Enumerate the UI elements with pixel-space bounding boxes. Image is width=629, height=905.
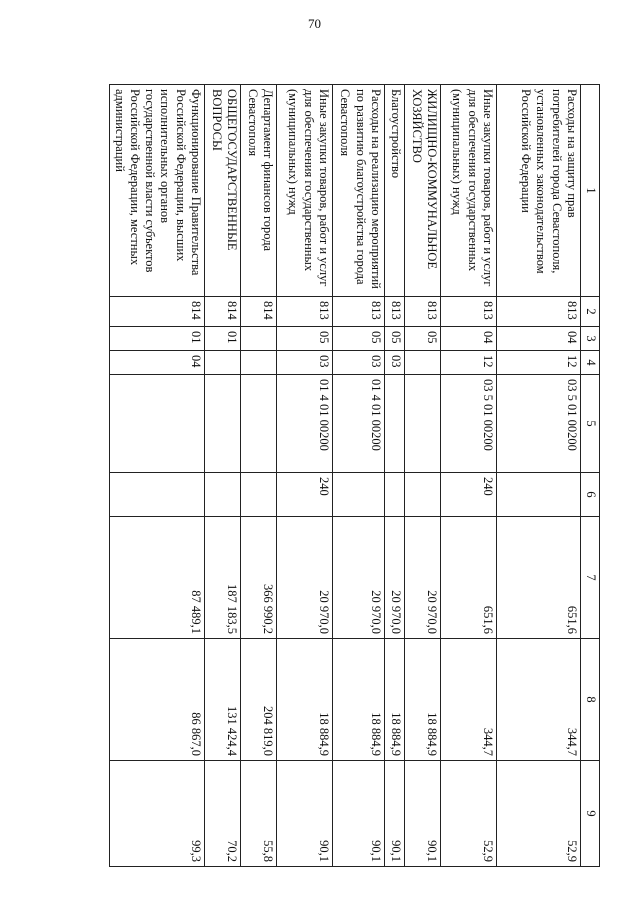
column-number: 7	[581, 517, 600, 639]
cell-c9: 55,8	[241, 761, 277, 867]
cell-c4	[405, 351, 441, 375]
row-name: Благоустройство	[385, 85, 405, 297]
cell-c7: 187 183,5	[205, 517, 241, 639]
cell-c2: 813	[333, 297, 385, 327]
cell-c5: 03 5 01 00200	[441, 375, 497, 473]
row-name: Расходы на реализацию мероприятий по развитию благоустройства города Севастополя	[333, 85, 385, 297]
table-row	[405, 85, 441, 867]
cell-c3: 05	[385, 327, 405, 351]
table-row	[333, 85, 385, 867]
table-row	[205, 85, 241, 867]
table-row	[441, 85, 497, 867]
cell-c5: 01 4 01 00200	[277, 375, 333, 473]
column-number: 9	[581, 761, 600, 867]
row-name: Иные закупки товаров, работ и услуг для обеспечения государственных (муниципальных) нужд	[441, 85, 497, 297]
page-number: 70	[308, 16, 321, 31]
column-number: 8	[581, 639, 600, 761]
cell-c3: 01	[110, 327, 205, 351]
cell-c6	[205, 473, 241, 517]
table-row	[497, 85, 581, 867]
row-name: Иные закупки товаров, работ и услуг для обеспечения государственных (муниципальных) нужд	[277, 85, 333, 297]
cell-c4: 12	[441, 351, 497, 375]
cell-c5: 01 4 01 00200	[333, 375, 385, 473]
cell-c7: 87 489,1	[110, 517, 205, 639]
cell-c9: 99,3	[110, 761, 205, 867]
cell-c2: 814	[110, 297, 205, 327]
row-name: ЖИЛИЩНО-КОММУНАЛЬНОЕ ХОЗЯЙСТВО	[405, 85, 441, 297]
cell-c7: 20 970,0	[385, 517, 405, 639]
cell-c5	[241, 375, 277, 473]
row-name: Функционирование Правительства Российской Федерации, высших исполнительных органов государственной власти субъектов Российской Федерации, местных администраций	[110, 85, 205, 297]
cell-c7: 20 970,0	[277, 517, 333, 639]
table-row	[385, 85, 405, 867]
cell-c9: 52,9	[497, 761, 581, 867]
column-number: 2	[581, 297, 600, 327]
cell-c9: 90,1	[405, 761, 441, 867]
cell-c8: 204 819,0	[241, 639, 277, 761]
cell-c8: 86 867,0	[110, 639, 205, 761]
table-row	[110, 85, 205, 867]
cell-c3: 04	[441, 327, 497, 351]
cell-c4: 12	[497, 351, 581, 375]
cell-c6	[385, 473, 405, 517]
cell-c7: 20 970,0	[405, 517, 441, 639]
cell-c6: 240	[277, 473, 333, 517]
column-number-row	[581, 85, 600, 867]
cell-c3	[241, 327, 277, 351]
column-number: 1	[581, 85, 600, 297]
cell-c4: 03	[385, 351, 405, 375]
cell-c8: 18 884,9	[333, 639, 385, 761]
cell-c2: 813	[277, 297, 333, 327]
cell-c3: 01	[205, 327, 241, 351]
row-name: Департамент финансов города Севастополя	[241, 85, 277, 297]
cell-c3: 04	[497, 327, 581, 351]
cell-c2: 813	[385, 297, 405, 327]
column-number: 6	[581, 473, 600, 517]
column-number: 3	[581, 327, 600, 351]
cell-c6: 240	[441, 473, 497, 517]
cell-c7: 651,6	[497, 517, 581, 639]
budget-table-rotated	[112, 84, 600, 866]
cell-c9: 52,9	[441, 761, 497, 867]
cell-c8: 18 884,9	[277, 639, 333, 761]
cell-c2: 813	[405, 297, 441, 327]
row-name: ОБЩЕГОСУДАРСТВЕННЫЕ ВОПРОСЫ	[205, 85, 241, 297]
cell-c9: 90,1	[277, 761, 333, 867]
cell-c5	[110, 375, 205, 473]
column-number: 4	[581, 351, 600, 375]
cell-c4: 03	[277, 351, 333, 375]
cell-c2: 813	[441, 297, 497, 327]
cell-c5: 03 5 01 00200	[497, 375, 581, 473]
table-row	[241, 85, 277, 867]
cell-c6	[333, 473, 385, 517]
cell-c8: 18 884,9	[405, 639, 441, 761]
cell-c9: 90,1	[333, 761, 385, 867]
budget-table	[110, 84, 601, 867]
cell-c4	[241, 351, 277, 375]
cell-c2: 813	[497, 297, 581, 327]
cell-c8: 131 424,4	[205, 639, 241, 761]
cell-c4: 04	[110, 351, 205, 375]
cell-c6	[405, 473, 441, 517]
cell-c7: 20 970,0	[333, 517, 385, 639]
cell-c8: 344,7	[497, 639, 581, 761]
cell-c5	[405, 375, 441, 473]
cell-c4	[205, 351, 241, 375]
cell-c9: 90,1	[385, 761, 405, 867]
cell-c7: 651,6	[441, 517, 497, 639]
column-number: 5	[581, 375, 600, 473]
cell-c3: 05	[333, 327, 385, 351]
cell-c4: 03	[333, 351, 385, 375]
cell-c8: 344,7	[441, 639, 497, 761]
cell-c6	[497, 473, 581, 517]
cell-c5	[385, 375, 405, 473]
cell-c9: 70,2	[205, 761, 241, 867]
cell-c8: 18 884,9	[385, 639, 405, 761]
cell-c2: 814	[241, 297, 277, 327]
cell-c3: 05	[405, 327, 441, 351]
cell-c6	[110, 473, 205, 517]
cell-c2: 814	[205, 297, 241, 327]
cell-c6	[241, 473, 277, 517]
row-name: Расходы на защиту прав потребителей города Севастополя, установленных законодательством Российской Федерации	[497, 85, 581, 297]
cell-c7: 366 990,2	[241, 517, 277, 639]
table-row	[277, 85, 333, 867]
cell-c5	[205, 375, 241, 473]
cell-c3: 05	[277, 327, 333, 351]
